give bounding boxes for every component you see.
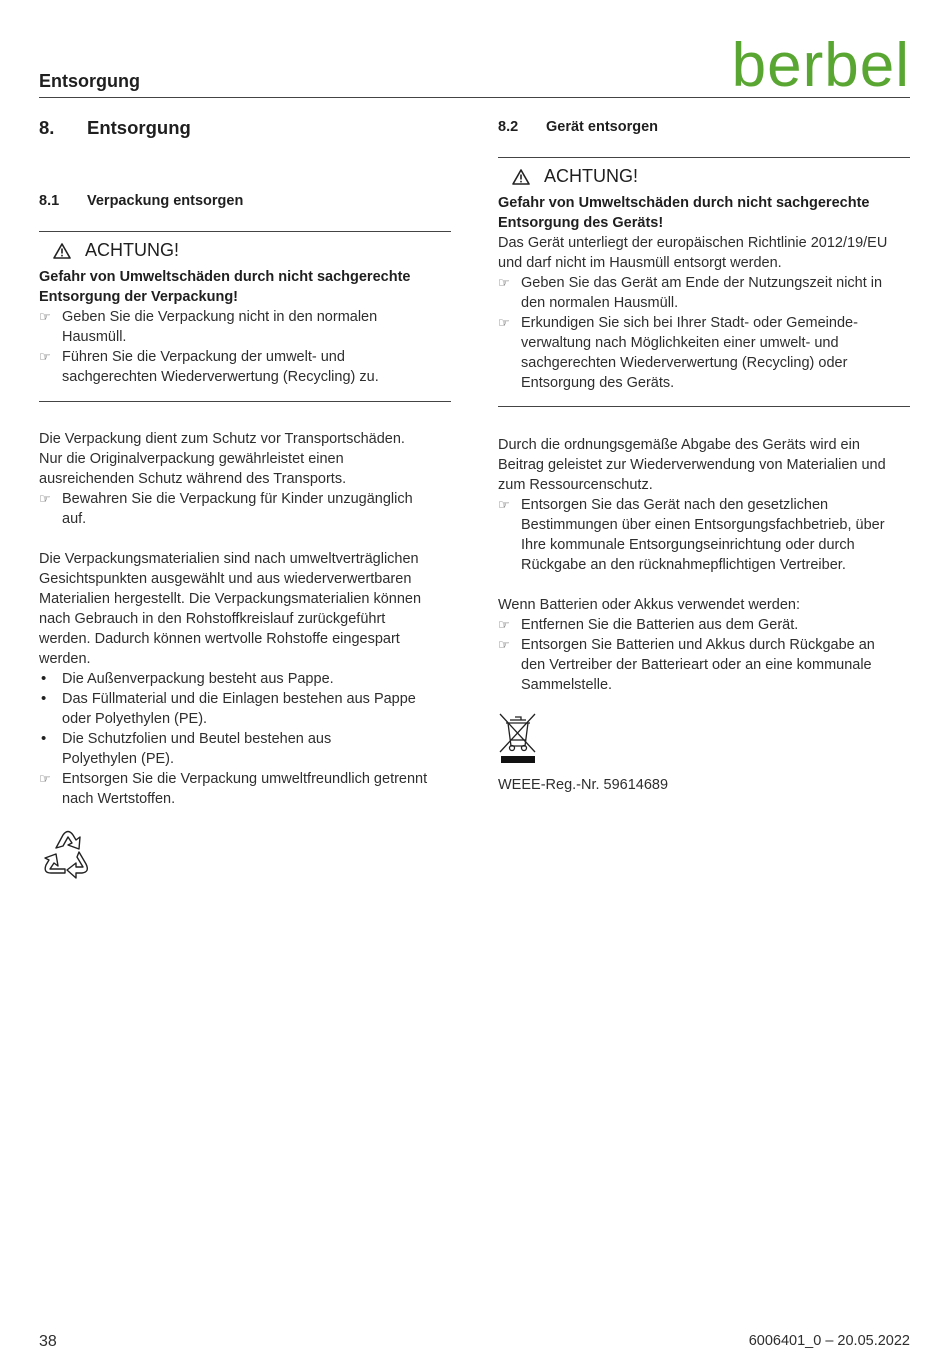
logo-text: berbel: [731, 34, 910, 96]
section-heading-8-1: [39, 193, 243, 209]
text-line: Wenn Batterien oder Akkus verwendet werden:: [498, 597, 800, 613]
action-line: auf.: [62, 511, 87, 527]
chapter-title: Entsorgung: [87, 117, 191, 138]
action-line: Sammelstelle.: [521, 677, 613, 693]
chapter-heading: [39, 117, 191, 139]
warning-title-line: Gefahr von Umweltschäden durch nicht sachgerechte: [39, 269, 411, 285]
section-number: 8.2: [498, 119, 519, 135]
action-item: [498, 273, 910, 313]
text-line: Beitrag geleistet zur Wiederverwendung von Materialien und: [498, 457, 886, 473]
action-line: ☞ Geben Sie das Gerät am Ende der Nutzungszeit nicht in: [521, 275, 883, 291]
warning-label: ACHTUNG!: [85, 240, 179, 260]
action-item: [39, 769, 451, 809]
action-item: [498, 615, 910, 635]
action-line: sachgerechten Wiederverwertung (Recycling) zu.: [62, 369, 379, 385]
text-line: nach Gebrauch in den Rohstoffkreislauf zurückgeführt: [39, 611, 386, 627]
action-item: [498, 495, 910, 575]
bullet-line: oder Polyethylen (PE).: [62, 711, 208, 727]
bullet-line: • Die Schutzfolien und Beutel bestehen aus: [62, 731, 332, 747]
text-line: Durch die ordnungsgemäße Abgabe des Geräts wird ein: [498, 437, 860, 453]
crossed-bin-icon: [498, 712, 538, 768]
text-line: werden. Dadurch können wertvolle Rohstoffe eingespart: [39, 631, 400, 647]
action-line: ☞ Entsorgen Sie die Verpackung umweltfreundlich getrennt: [62, 771, 428, 787]
text-line: ausreichenden Schutz während des Transports.: [39, 471, 347, 487]
bullet-line: • Die Außenverpackung besteht aus Pappe.: [62, 671, 334, 687]
bullet-item: [39, 729, 451, 769]
running-header: Entsorgung: [39, 71, 140, 91]
action-line: Entsorgung des Geräts.: [521, 375, 675, 391]
text-line: Das Gerät unterliegt der europäischen Richtlinie 2012/19/EU: [498, 235, 888, 251]
action-line: sachgerechten Wiederverwertung (Recycling) oder: [521, 355, 848, 371]
section-title: Gerät entsorgen: [546, 119, 658, 135]
warning-box-packaging: [39, 231, 451, 402]
action-line: ☞ Führen Sie die Verpackung der umwelt- und: [62, 349, 345, 365]
page-number: 38: [39, 1333, 57, 1350]
action-item: [39, 347, 451, 387]
action-line: nach Wertstoffen.: [62, 791, 176, 807]
packaging-materials-paragraph: [39, 549, 451, 809]
warning-box-device: [498, 157, 910, 407]
warning-header: [512, 166, 910, 187]
action-item: [39, 489, 451, 529]
bullet-item: [39, 689, 451, 729]
bullet-line: • Das Füllmaterial und die Einlagen bestehen aus Pappe: [62, 691, 416, 707]
text-line: Nur die Originalverpackung gewährleistet einen: [39, 451, 344, 467]
action-line: ☞ Geben Sie die Verpackung nicht in den normalen: [62, 309, 378, 325]
action-line: Ihre kommunale Entsorgungseinrichtung oder durch: [521, 537, 855, 553]
section-heading-8-2: [498, 119, 658, 135]
packaging-protection-paragraph: [39, 429, 451, 529]
section-number: 8.1: [39, 193, 60, 209]
warning-title-line: Gefahr von Umweltschäden durch nicht sachgerechte: [498, 195, 870, 211]
action-line: ☞ Bewahren Sie die Verpackung für Kinder unzugänglich: [62, 491, 413, 507]
chapter-number: 8.: [39, 117, 55, 138]
text-line: Die Verpackung dient zum Schutz vor Transportschäden.: [39, 431, 405, 447]
warning-label: ACHTUNG!: [544, 166, 638, 186]
warning-triangle-icon: [512, 169, 530, 185]
section-title: Verpackung entsorgen: [87, 193, 244, 209]
action-line: ☞ Entsorgen Sie Batterien und Akkus durch Rückgabe an: [521, 637, 875, 653]
text-line: werden.: [39, 651, 91, 667]
bullet-line: Polyethylen (PE).: [62, 751, 175, 767]
action-line: Hausmüll.: [62, 329, 127, 345]
action-line: ☞ Entsorgen Sie das Gerät nach den gesetzlichen: [521, 497, 829, 513]
text-line: Die Verpackungsmaterialien sind nach umweltverträglichen: [39, 551, 419, 567]
warning-title: [39, 267, 451, 307]
text-line: und darf nicht im Hausmüll entsorgt werden.: [498, 255, 782, 271]
document-id: 6006401_0 – 20.05.2022: [748, 1333, 910, 1349]
action-item: [39, 307, 451, 347]
warning-header: [53, 240, 451, 261]
recycling-icon: [39, 826, 97, 884]
warning-title-line: Entsorgung der Verpackung!: [39, 289, 238, 305]
action-line: verwaltung nach Möglichkeiten einer umwelt- und: [521, 335, 839, 351]
weee-registration: WEEE-Reg.-Nr. 59614689: [498, 777, 669, 793]
action-line: Bestimmungen über einen Entsorgungsfachbetrieb, über: [521, 517, 885, 533]
action-line: den Vertreiber der Batterieart oder an eine kommunale: [521, 657, 872, 673]
right-column: [498, 0, 910, 1360]
action-line: ☞ Erkundigen Sie sich bei Ihrer Stadt- oder Gemeinde-: [521, 315, 858, 331]
bullet-item: [39, 669, 451, 689]
action-line: den normalen Hausmüll.: [521, 295, 679, 311]
text-line: Materialien hergestellt. Die Verpackungsmaterialien können: [39, 591, 422, 607]
action-line: Rückgabe an den rücknahmepflichtigen Vertreiber.: [521, 557, 846, 573]
action-item: [498, 313, 910, 393]
text-line: Gesichtspunkten ausgewählt und aus wiederverwertbaren: [39, 571, 412, 587]
warning-triangle-icon: [53, 243, 71, 259]
left-column: [39, 0, 451, 1360]
warning-title: [498, 193, 910, 233]
proper-disposal-paragraph: [498, 435, 910, 575]
warning-title-line: Entsorgung des Geräts!: [498, 215, 664, 231]
battery-paragraph: [498, 595, 910, 695]
action-line: ☞ Entfernen Sie die Batterien aus dem Gerät.: [521, 617, 799, 633]
text-line: zum Ressourcenschutz.: [498, 477, 653, 493]
action-item: [498, 635, 910, 695]
